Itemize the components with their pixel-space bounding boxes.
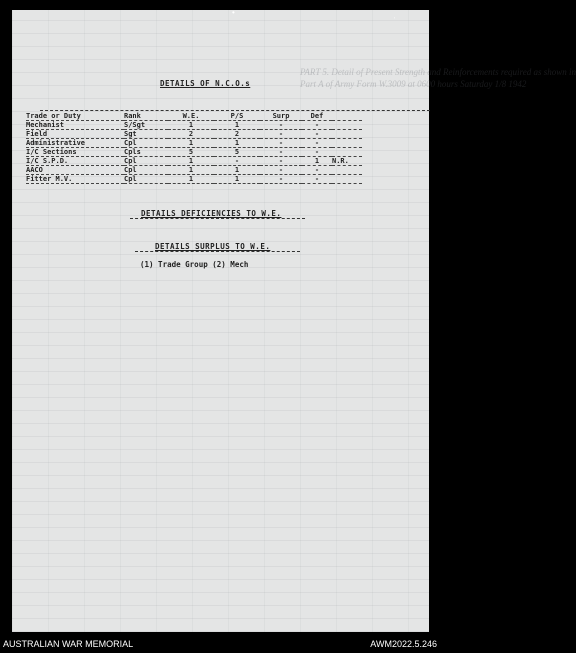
cell-surp: - — [278, 130, 284, 138]
surplus-heading: DETAILS SURPLUS TO W.E. — [155, 242, 271, 251]
cell-trade: I/C Sections — [26, 148, 77, 156]
cell-surp: - — [278, 139, 284, 147]
table-header-row — [26, 112, 362, 121]
cell-trade: AACO — [26, 166, 43, 174]
surplus-note: (1) Trade Group (2) Mech — [140, 260, 249, 269]
deficiencies-rule — [130, 218, 305, 219]
faded-header-line-1: PART 5. Detail of Present Strength and Reinforcements required as shown in — [300, 67, 576, 77]
corner-mark-right: ˈ — [393, 16, 396, 25]
cell-we: 1 — [188, 166, 194, 174]
cell-ps: - — [234, 157, 240, 165]
footer-bar — [0, 635, 441, 653]
col-def-header: Def — [310, 112, 324, 120]
cell-remarks: N.R. — [332, 157, 349, 165]
table-row — [26, 175, 362, 184]
surplus-rule — [135, 251, 300, 252]
cell-rank: Cpl — [124, 139, 137, 147]
cell-def: - — [314, 121, 320, 129]
cell-rank: Cpl — [124, 166, 137, 174]
cell-remarks — [332, 166, 362, 175]
cell-we: 1 — [188, 139, 194, 147]
cell-def: - — [314, 148, 320, 156]
table-row — [26, 130, 362, 139]
cell-trade: Fitter M.V. — [26, 175, 73, 183]
cell-ps: 1 — [234, 139, 240, 147]
cell-def: - — [314, 139, 320, 147]
cell-rank: Cpls — [124, 148, 141, 156]
footer-catalog-id: AWM2022.5.246 — [370, 639, 437, 649]
deficiencies-heading: DETAILS DEFICIENCIES TO W.E. — [141, 209, 282, 218]
table-row — [26, 157, 362, 166]
cell-ps: 1 — [234, 175, 240, 183]
col-surp-header: Surp — [272, 112, 290, 120]
cell-remarks — [332, 139, 362, 148]
col-rank-header: Rank — [124, 112, 141, 120]
cell-we: 1 — [188, 157, 194, 165]
cell-remarks — [332, 148, 362, 157]
cell-def: - — [314, 175, 320, 183]
table-row — [26, 139, 362, 148]
cell-ps: 1 — [234, 166, 240, 174]
col-we-header: W.E. — [182, 112, 200, 120]
cell-surp: - — [278, 121, 284, 129]
cell-surp: - — [278, 157, 284, 165]
document-sheet — [12, 10, 576, 632]
cell-remarks — [332, 121, 362, 130]
cell-ps: 2 — [234, 130, 240, 138]
faded-header-line-2: Part A of Army Form W.3009 at 0600 hours Saturday 1/8 1942 — [300, 79, 527, 89]
table-top-rule — [40, 110, 430, 111]
nco-details-heading: DETAILS OF N.C.O.s — [160, 79, 251, 88]
footer-institution: AUSTRALIAN WAR MEMORIAL — [3, 639, 134, 649]
cell-remarks — [332, 175, 362, 184]
cell-surp: - — [278, 175, 284, 183]
cell-def: - — [314, 166, 320, 174]
table-row — [26, 148, 362, 157]
table-row — [26, 166, 362, 175]
cell-we: 1 — [188, 175, 194, 183]
cell-surp: - — [278, 166, 284, 174]
cell-def: - — [314, 130, 320, 138]
col-remarks-header — [332, 112, 362, 121]
table-row — [26, 121, 362, 130]
col-trade-header: Trade or Duty — [26, 112, 81, 120]
cell-we: 1 — [188, 121, 194, 129]
cell-trade: Administrative — [26, 139, 86, 147]
cell-trade: I/C S.P.D. — [26, 157, 69, 165]
col-ps-header: P/S — [230, 112, 244, 120]
cell-rank: Cpl — [124, 157, 137, 165]
cell-rank: Sgt — [124, 130, 137, 138]
cell-remarks — [332, 130, 362, 139]
cell-ps: 1 — [234, 121, 240, 129]
cell-ps: 5 — [234, 148, 240, 156]
cell-we: 5 — [188, 148, 194, 156]
cell-def: 1 — [314, 157, 320, 165]
cell-trade: Mechanist — [26, 121, 64, 129]
cell-rank: Cpl — [124, 175, 137, 183]
cell-trade: Field — [26, 130, 48, 138]
cell-rank: S/Sgt — [124, 121, 146, 129]
corner-mark-top: • — [232, 8, 235, 17]
cell-we: 2 — [188, 130, 194, 138]
cell-surp: - — [278, 148, 284, 156]
nco-table — [26, 112, 362, 184]
